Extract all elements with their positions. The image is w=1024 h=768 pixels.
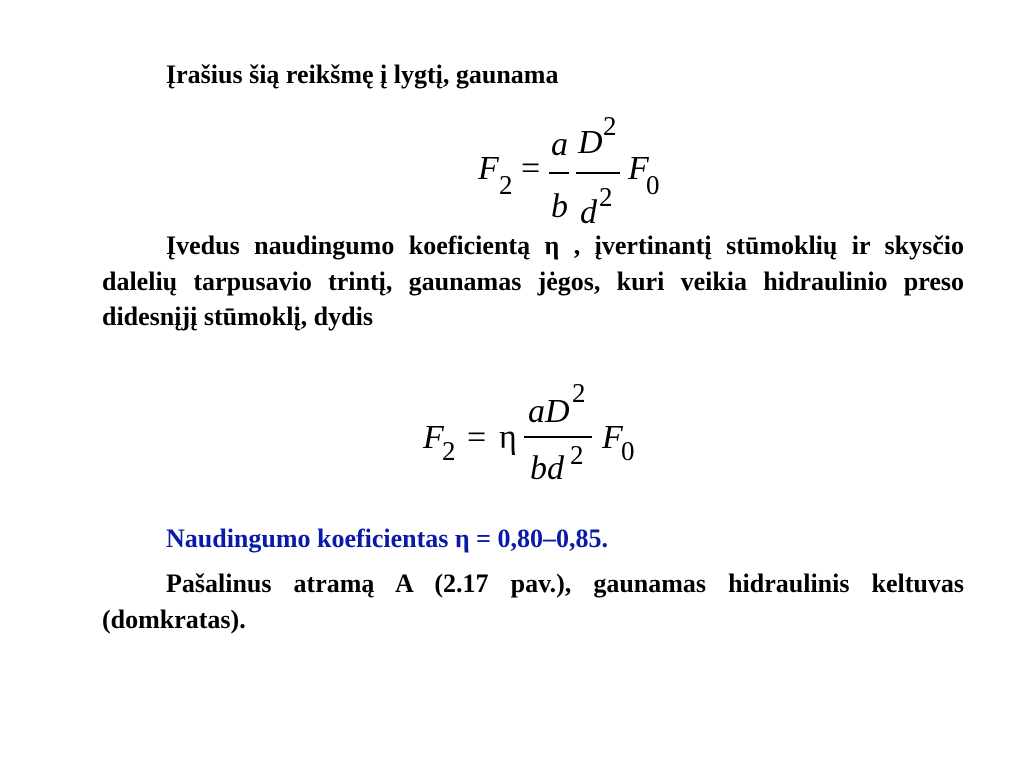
formula1-F2-subscript: 2 bbox=[499, 170, 513, 200]
formula1-F0-subscript: 0 bbox=[646, 170, 660, 200]
paragraph-jack bbox=[102, 566, 964, 637]
formula1-F2: F bbox=[478, 150, 499, 187]
paragraph-intro-text: Įrašius šią reikšmę į lygtį, gaunama bbox=[166, 60, 559, 89]
paragraph-intro bbox=[102, 57, 964, 93]
paragraph-efficiency bbox=[102, 228, 964, 335]
formula2-F2: F bbox=[423, 419, 444, 456]
formula1-D: D bbox=[578, 124, 603, 161]
formula2-F2-subscript: 2 bbox=[442, 436, 456, 466]
formula1-D-exponent: 2 bbox=[603, 111, 617, 141]
formula1-fraction-line-D-d bbox=[576, 172, 620, 174]
formula2-numerator-exponent: 2 bbox=[572, 378, 586, 408]
formula1-fraction-line-a-b bbox=[549, 172, 569, 174]
paragraph-efficiency-text: Įvedus naudingumo koeficientą η , įvertinantį stūmoklių ir skysčio dalelių tarpusavio trintį, gaunamas jėgos, kuri veikia hidraulinio preso didesnįjį stūmoklį, dydis bbox=[102, 231, 964, 331]
formula1-b: b bbox=[551, 188, 568, 225]
formula1-a: a bbox=[551, 126, 568, 163]
formula2-F0: F bbox=[602, 419, 623, 456]
formula2-eta: η bbox=[499, 419, 517, 456]
formula1-d: d bbox=[580, 194, 597, 231]
formula1-F0: F bbox=[628, 150, 649, 187]
formula2-equals: = bbox=[467, 419, 487, 456]
paragraph-efficiency-value bbox=[102, 521, 964, 557]
formula2-denominator-exponent: 2 bbox=[570, 440, 584, 470]
formula1-equals: = bbox=[521, 150, 541, 187]
formula2-numerator: aD bbox=[528, 393, 570, 430]
formula2-fraction-line bbox=[524, 436, 592, 438]
formula1-d-exponent: 2 bbox=[599, 182, 613, 212]
paragraph-efficiency-value-text: Naudingumo koeficientas η = 0,80–0,85. bbox=[166, 524, 608, 553]
paragraph-jack-text: Pašalinus atramą A (2.17 pav.), gaunamas hidraulinis keltuvas (domkratas). bbox=[102, 569, 964, 634]
formula2-denominator: bd bbox=[530, 450, 564, 487]
formula2-F0-subscript: 0 bbox=[621, 436, 635, 466]
